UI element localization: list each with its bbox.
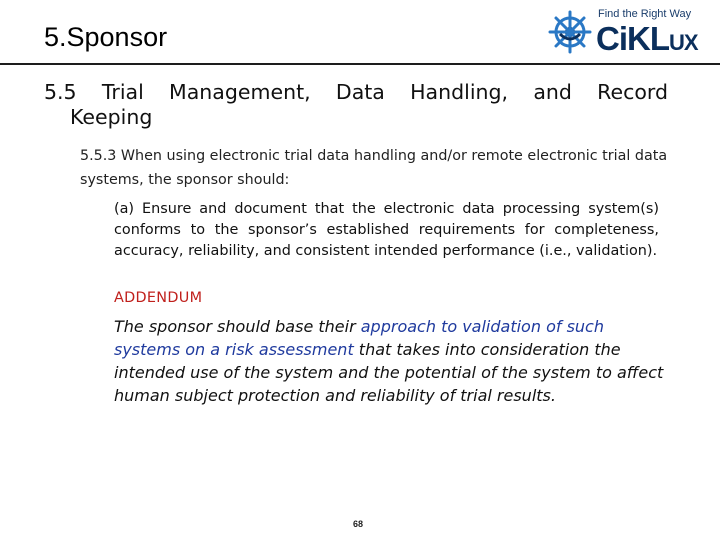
addendum-highlight: approach to validation of such systems on a risk assessment (114, 317, 604, 359)
addendum-label: ADDENDUM (114, 290, 203, 306)
clause-5-5-3: 5.5.3 When using electronic trial data handling and/or remote electronic trial data systems, the sponsor should: (80, 148, 668, 188)
addendum-text-part2: that takes into consideration the intended use of the system and the potential of the system to affect human subject protection and reliability of trial results. (114, 340, 664, 405)
logo-wordmark-small: UX (669, 30, 698, 55)
ship-wheel-icon (548, 10, 592, 54)
addendum-body (114, 315, 674, 407)
logo-wordmark (596, 20, 698, 58)
slide-title: 5.Sponsor (44, 22, 168, 52)
page-number: 68 (353, 519, 364, 529)
addendum-text-part1: The sponsor should base their (114, 317, 361, 336)
logo-wordmark-main: CiKL (596, 20, 669, 57)
title-divider (0, 63, 720, 65)
ciklux-logo (548, 6, 713, 60)
section-heading-continued: Keeping (70, 105, 153, 129)
section-heading: 5.5 Trial Management, Data Handling, and Record (44, 80, 668, 104)
logo-tagline: Find the Right Way (598, 8, 692, 20)
item-a-text: (a) Ensure and document that the electronic data processing system(s) conforms to the sponsor’s established requirements for completeness, accuracy, reliability, and consistent intended performance (i.e., validation). (114, 201, 659, 259)
